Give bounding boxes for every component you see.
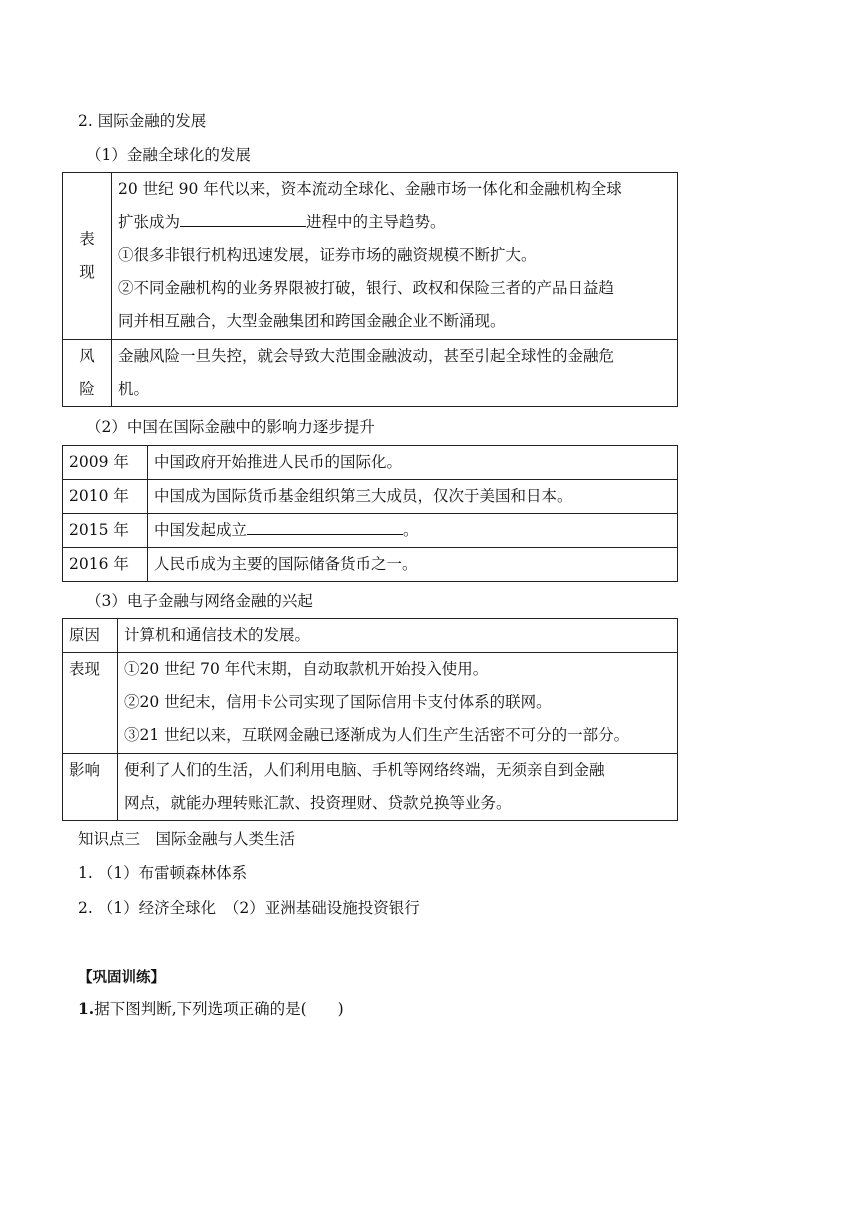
text-line: ①很多非银行机构迅速发展，证券市场的融资规模不断扩大。 bbox=[118, 246, 537, 264]
label-cell-reason: 原因 bbox=[63, 619, 118, 653]
year-cell: 2010 年 bbox=[63, 480, 148, 514]
label-cell-performance bbox=[63, 173, 112, 340]
subsection-title-3: （3）电子金融与网络金融的兴起 bbox=[86, 592, 313, 610]
label-cell-impact: 影响 bbox=[63, 754, 118, 821]
text-line: 便利了人们的生活，人们利用电脑、手机等网络终端，无须亲自到金融 bbox=[124, 761, 605, 779]
content-cell-reason: 计算机和通信技术的发展。 bbox=[118, 619, 678, 653]
text-line-with-blank bbox=[112, 206, 677, 239]
text-line: ③21 世纪以来，互联网金融已逐渐成为人们生产生活密不可分的一部分。 bbox=[124, 726, 630, 744]
year-cell: 2015 年 bbox=[63, 514, 148, 548]
text-fragment: 中国发起成立 bbox=[154, 521, 248, 539]
content-cell-show bbox=[118, 653, 678, 754]
text-fragment: 进程中的主导趋势。 bbox=[306, 213, 446, 231]
label-cell-risk bbox=[63, 340, 112, 407]
question-number: 1. bbox=[78, 999, 95, 1018]
text-line: ②20 世纪末，信用卡公司实现了国际信用卡支付体系的联网。 bbox=[124, 693, 552, 711]
year-cell: 2009 年 bbox=[63, 446, 148, 480]
label-cell-show: 表现 bbox=[63, 653, 118, 754]
answer-line-2: 2. （1）经济全球化 （2）亚洲基础设施投资银行 bbox=[78, 899, 420, 917]
question-text: 据下图判断,下列选项正确的是( ) bbox=[94, 1000, 344, 1018]
china-influence-table bbox=[62, 445, 678, 582]
text-line: ②不同金融机构的业务界限被打破，银行、政权和保险三者的产品日益趋 bbox=[118, 279, 615, 297]
answer-line-1: 1. （1）布雷顿森林体系 bbox=[78, 864, 248, 882]
subsection-title-2: （2）中国在国际金融中的影响力逐步提升 bbox=[86, 418, 375, 436]
content-cell-impact bbox=[118, 754, 678, 821]
text-line: 金融风险一旦失控，就会导致大范围金融波动，甚至引起全球性的金融危 bbox=[118, 347, 615, 365]
event-cell: 中国政府开始推进人民币的国际化。 bbox=[148, 446, 678, 480]
text-line: ①20 世纪 70 年代末期，自动取款机开始投入使用。 bbox=[124, 660, 489, 678]
text-fragment: 扩张成为 bbox=[118, 213, 181, 231]
text-line: 机。 bbox=[118, 380, 150, 398]
section-title: 2. 国际金融的发展 bbox=[78, 112, 207, 130]
subsection-title-1: （1）金融全球化的发展 bbox=[86, 146, 251, 164]
event-cell: 人民币成为主要的国际储备货币之一。 bbox=[148, 548, 678, 582]
globalization-table bbox=[62, 172, 678, 407]
practice-heading: 【巩固训练】 bbox=[78, 969, 165, 986]
knowledge-point-title: 知识点三 国际金融与人类生活 bbox=[78, 830, 296, 848]
row-label: 风险 bbox=[79, 347, 95, 398]
answer-blank bbox=[180, 210, 306, 227]
row-label: 表现 bbox=[79, 230, 95, 281]
text-line: 网点，就能办理转账汇款、投资理财、贷款兑换等业务。 bbox=[124, 794, 512, 812]
content-cell-risk bbox=[112, 340, 678, 407]
question-1 bbox=[78, 998, 344, 1020]
e-finance-table bbox=[62, 618, 678, 821]
text-line: 同并相互融合，大型金融集团和跨国金融企业不断涌现。 bbox=[118, 312, 506, 330]
text-line: 20 世纪 90 年代以来，资本流动全球化、金融市场一体化和金融机构全球 bbox=[118, 180, 622, 198]
text-fragment: 。 bbox=[403, 521, 419, 539]
event-cell: 中国成为国际货币基金组织第三大成员，仅次于美国和日本。 bbox=[148, 480, 678, 514]
answer-blank bbox=[247, 518, 403, 535]
content-cell-performance bbox=[112, 173, 678, 340]
event-cell bbox=[148, 514, 678, 548]
year-cell: 2016 年 bbox=[63, 548, 148, 582]
